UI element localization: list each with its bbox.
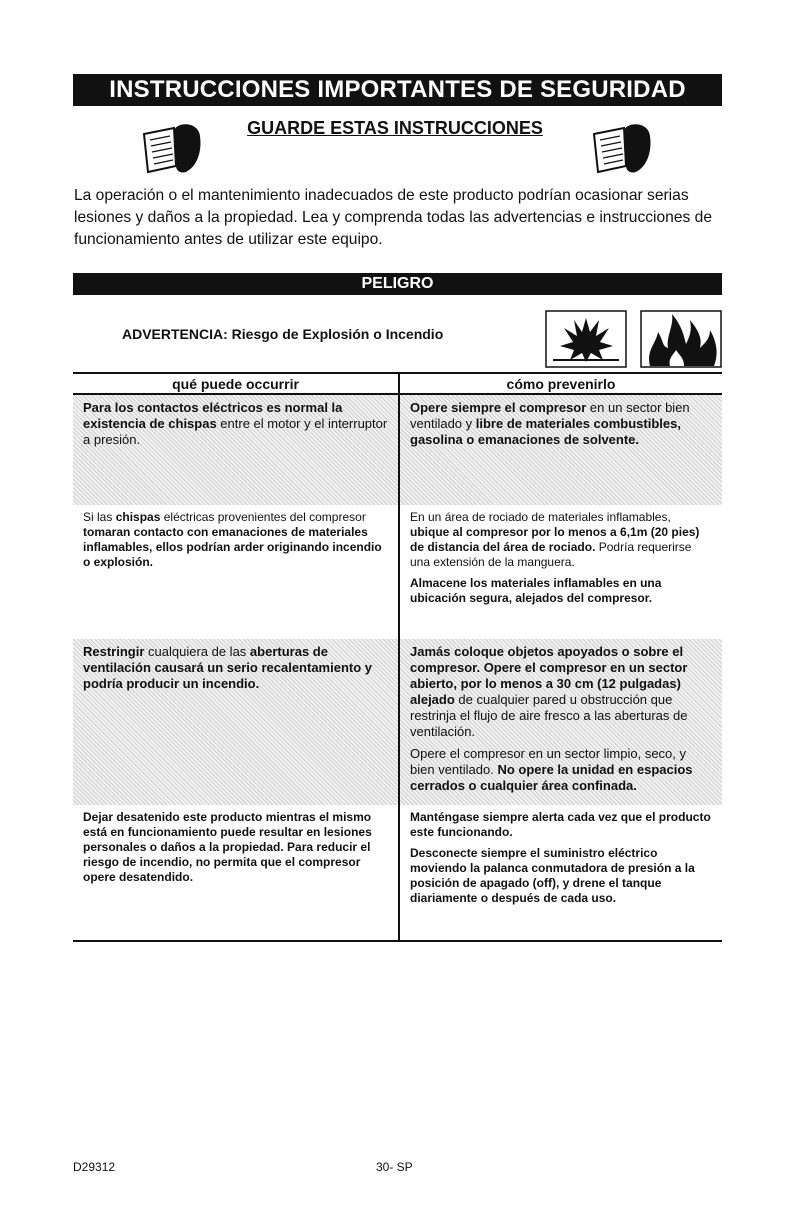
text-run: aberturas de ventilación causará un serio recalentamiento y podría producir un incendio. xyxy=(83,644,373,691)
hazard-cell xyxy=(73,505,399,639)
text-run: Para los contactos eléctricos es normal la existencia de chispas xyxy=(83,400,343,431)
text-run: Desconecte siempre el suministro eléctrico moviendo la palanca conmutadora de presión a la posición de apagado (off), y drene el tanque diariamente o después de cada uso. xyxy=(410,846,695,905)
text-run: ubique al compresor por lo menos a 6,1m (20 pies) de distancia del área de rociado. xyxy=(410,525,700,554)
cell-paragraph xyxy=(410,400,712,448)
text-run: Opere el compresor en un sector limpio, seco, y bien ventilado. xyxy=(410,746,687,777)
text-run: cualquiera de las xyxy=(144,644,250,659)
text-run: Restringir xyxy=(83,644,145,659)
table-row xyxy=(73,639,722,805)
text-run: de cualquier pared u obstrucción que restrinja el flujo de aire fresco a las aberturas de ventilación. xyxy=(410,692,688,739)
cell-paragraph xyxy=(83,810,388,885)
cell-paragraph xyxy=(83,400,388,448)
prevention-cell xyxy=(399,505,722,639)
text-run: libre de materiales combustibles, gasolina o emanaciones de solvente. xyxy=(410,416,681,447)
text-run: Si las xyxy=(83,510,116,524)
text-run: entre el motor y el interruptor a presión. xyxy=(83,416,388,447)
column-header-prevention: cómo prevenirlo xyxy=(399,373,722,394)
manual-reader-icon xyxy=(590,120,652,176)
text-run: tomaran contacto con emanaciones de materiales inflamables, ellos podrían arder originando incendio o explosión. xyxy=(83,525,382,569)
cell-paragraph xyxy=(410,576,712,606)
text-run: en un sector bien ventilado y xyxy=(410,400,690,431)
table-row xyxy=(73,394,722,505)
text-run: eléctricas provenientes del compresor xyxy=(160,510,366,524)
cell-paragraph xyxy=(410,644,712,740)
cell-paragraph xyxy=(83,644,388,692)
prevention-cell xyxy=(399,639,722,805)
text-run: En un área de rociado de materiales inflamables, xyxy=(410,510,671,524)
hazard-cell xyxy=(73,639,399,805)
text-run: No opere la unidad en espacios cerrados o cualquier área confinada. xyxy=(410,762,693,793)
cell-paragraph xyxy=(83,510,388,570)
hazard-cell xyxy=(73,394,399,505)
hazard-cell xyxy=(73,805,399,941)
text-run: Opere siempre el compresor xyxy=(410,400,587,415)
text-run: Podría requerirse una extensión de la manguera. xyxy=(410,540,692,569)
table-row xyxy=(73,505,722,639)
cell-paragraph xyxy=(410,846,712,906)
intro-paragraph: La operación o el mantenimiento inadecuados de este producto podrían ocasionar serias lesiones y daños a la propiedad. Lea y comprenda todas las advertencias e instrucciones de funcionamiento antes de utilizar este equipo. xyxy=(74,187,713,248)
cell-paragraph xyxy=(410,810,712,840)
warning-heading: ADVERTENCIA: Riesgo de Explosión o Incendio xyxy=(122,326,444,342)
fire-icon xyxy=(640,310,722,368)
prevention-cell xyxy=(399,394,722,505)
manual-reader-icon xyxy=(140,120,202,176)
text-run: Manténgase siempre alerta cada vez que el producto este funcionando. xyxy=(410,810,711,839)
cell-paragraph xyxy=(410,510,712,570)
document-code: D29312 xyxy=(73,1160,116,1174)
subtitle: GUARDE ESTAS INSTRUCCIONES xyxy=(247,118,543,138)
page-number: 30- SP xyxy=(376,1160,413,1174)
prevention-cell xyxy=(399,805,722,941)
table-row xyxy=(73,805,722,941)
danger-banner: PELIGRO xyxy=(73,273,722,295)
explosion-icon xyxy=(545,310,627,368)
hazard-table xyxy=(73,372,722,942)
main-title: INSTRUCCIONES IMPORTANTES DE SEGURIDAD xyxy=(73,74,722,106)
text-run: chispas xyxy=(115,510,161,524)
text-run: Dejar desatenido este producto mientras el mismo está en funcionamiento puede resultar en lesiones personales o daños a la propiedad. Para reducir el riesgo de incendio, no permita que el compresor opere desatendido. xyxy=(83,810,372,884)
text-run: Jamás coloque objetos apoyados o sobre el compresor. Opere el compresor en un sector abierto, por lo menos a 30 cm (12 pulgadas) alejado xyxy=(410,644,688,707)
column-header-hazard: qué puede occurrir xyxy=(73,373,399,394)
cell-paragraph xyxy=(410,746,712,794)
text-run: Almacene los materiales inflamables en una ubicación segura, alejados del compresor. xyxy=(410,576,662,605)
